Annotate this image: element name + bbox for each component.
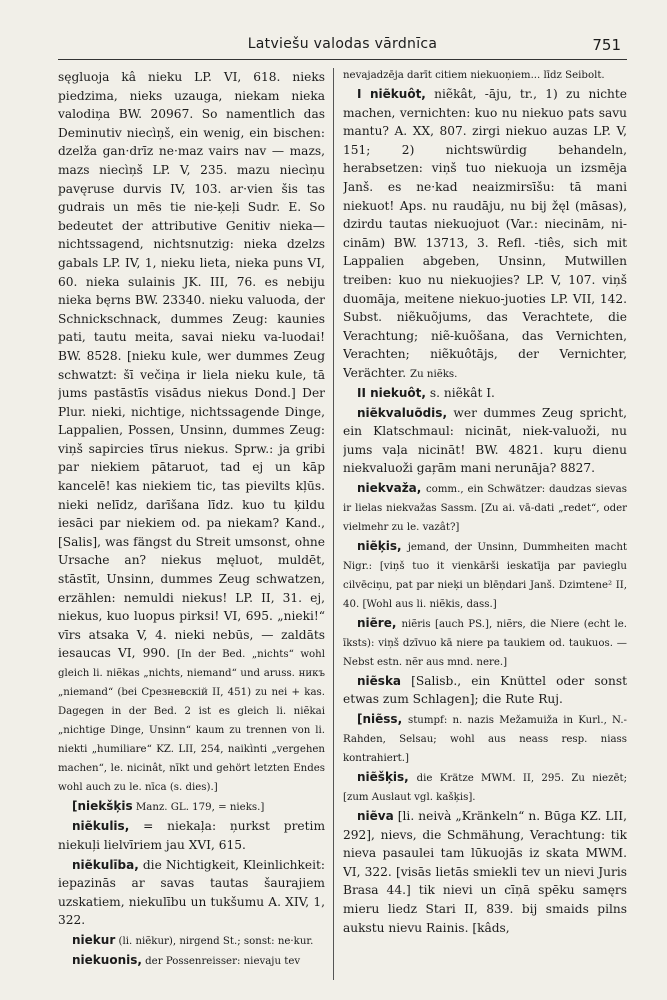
headword: [niẽss,: [357, 712, 403, 727]
etymology-note: Zu niẽks.: [410, 368, 458, 380]
entry-text: die Nichtigkeit, Kleinlichkeit: iepazinās ar savas tautas šaurajiem uzskatiem, niekulību un tukšumu A. XIV, 1, 322.: [58, 857, 325, 928]
page-header: [64, 36, 621, 56]
entry-text: jemand, der Unsinn, Dummheiten macht Nigr.: [viņš tuo it vienkārši ieskatīja par pavieglu cilvēciņu, pat par nieķi un blēņdari Janš. Dzimtene² II, 40. [Wohl aus li. niẽkis, dass.]: [343, 541, 627, 610]
entry-niekskis: [58, 797, 325, 816]
entry-text: sęgluoja kâ nieku LP. VI, 618. nieks piedzima, nieks uzauga, niekam nieka valodiņa BW. 20967. So namentlich das Deminutiv niecìņš, ein wenig, ein bischen: dzelža gan·drīz ne·maz vairs nav — mazs, mazs niecìņš LP. V, 235. mazu niecìņu pavęruse durvis IV, 103. ar·vien šis tas gudrais un mēs tie nie-ķeļi Sudr. E. So bedeutet der attributive Genitiv nieka—nichtssagend, nichtsnutzig: nieka dzelzs gabals LP. IV, 1, nieku lieta, nieka puns VI, 60. nieka sulainis JK. III, 76. es nebiju nieka bęrns BW. 23340. nieku valuoda, der Schnickschnack, dummes Zeug: kaunies pati, tautu meita, savai nieku va-luodai! BW. 8528. [nieku kule, wer dummes Zeug schwatzt: šī večiņa ir liela nieku kule, tā jums pastāstīs visādus niekus Dond.] Der Plur. nieki, nichtige, nichtssagende Dinge, Lappalien, Possen, Unsinn, dummes Zeug: viņš sapircies tīrus niekus. Sprw.: ja gribi par niekiem pātaruot, tad ej un kāp kancelē! kas niekiem tic, tas pievilts kļūs. nieki nelīdz, darīšana līdz. kuo tu ķildu iesāci par niekiem od. pa niekam? Kand., [Salis], was fängst du Streit umsonst, ohne Ursache an? niekus męluot, muldēt, stāstīt, Unsinn, dummes Zeug schwatzen, erzählen: nemuldi niekus! LP. II, 31. ej, niekus, kuo luopus pirksi! VI, 695. „nieki!“ vīrs atsaka V, 4. nieki nebūs, — zaldāts iesaucas VI, 990.: [58, 70, 325, 661]
headword: niẽkulība,: [72, 857, 139, 872]
running-title: Latviešu valodas vārdnīca: [247, 36, 438, 52]
entry-niekuonis: [58, 951, 325, 970]
headword: niẽva: [357, 809, 394, 824]
etymology-note: [In der Bed. „nichts“ wohl gleich li. niẽkas „nichts, niemand“ und aruss. никъ „niemand“ (bei Срезневскiй II, 451) zu nei + kas. Dagegen in der Bed. 2 ist es gleich li. niẽkai „nichtige Dinge, Unsinn“ kaum zu trennen von li. niekti „humiliare“ KZ. LII, 254, naikìnti „vergehen machen“, le. nicinât, nīkt und gehört letzten Endes wohl auch zu le. nīca (s. dies).]: [58, 649, 325, 794]
headword: [niekšķis: [72, 799, 133, 814]
entry-niekuot-1: [343, 85, 627, 383]
entry-text: wer dummes Zeug spricht, ein Klatschmaul: nicināt, niek-valuoži, nu jums vaļa nicināt! BW. 4821. kuŗu dienu niekvaluoži gaŗām mani nerunāja? 8827.: [343, 405, 627, 476]
headword: niẽkvaluõdis,: [357, 405, 447, 420]
entry-text: niẽris [auch PS.], niẽrs, die Niere (echt le. īksts): viņš dzīvuo kā niere pa taukiem od. taukuos. — Nebst estn. nẽr aus mnd. nere.]: [343, 618, 627, 668]
entry-text: s. niẽkât I.: [425, 385, 495, 400]
entry-niekuliba: [58, 856, 325, 930]
entry-nieva: [343, 807, 627, 937]
headword: niẽre,: [357, 615, 397, 630]
column-divider: [333, 68, 334, 980]
entry-niere: [343, 614, 627, 671]
entry-text: [li. neivà „Kränkeln“ n. Būga KZ. LII, 292], nievs, die Schmähung, Verachtung: tik nieva pasaulei tam lūkuojās iz skata MWM. VI, 322. [visās lietās smiekli tev un nievi Juris Brasa 44.] tik nievi un cīņā spēku samęrs mieru liedz Stari II, 839. bij smaids pilns aukstu nievu Rainis. [kâds,: [343, 809, 627, 935]
header-rule: [58, 59, 627, 60]
entry-niekvaza: [343, 479, 627, 536]
entry-text: comm., ein Schwätzer: daudzas sievas ir lielas niekvažas Sassm. [Zu ai. vā-dati „redet“, oder vielmehr zu le. vazât?]: [343, 483, 627, 533]
entry-nieks-continuation: [58, 68, 325, 796]
entry-niekvalodis: [343, 404, 627, 478]
entry-text: [Salisb., ein Knüttel oder sonst etwas zum Schlagen]; die Rute Ruj.: [343, 673, 627, 707]
entry-text: Manz. GL. 179, = nieks.]: [132, 802, 265, 814]
entry-text: der Possenreisser: nievaju tev: [141, 955, 301, 967]
entry-niekuonis-continuation: nevajadzēja darīt citiem niekuoņiem... līdz Seibolt.: [343, 70, 605, 81]
entry-niess: [343, 710, 627, 767]
headword: niekur: [72, 932, 116, 947]
headword: niẽkulis,: [72, 819, 130, 834]
headword: niekvaža,: [357, 480, 422, 495]
right-column: [343, 68, 627, 990]
entry-text: = niekaļa: ņurkst pretim niekuļi lielvīriem jau XVI, 615.: [58, 819, 325, 852]
entry-text: stumpf: n. nazis Mežamuiža in Kurl., N.-Rahden, Selsau; wohl aus neass resp. niass kontrahiert.]: [343, 715, 627, 765]
entry-niekur: [58, 931, 325, 950]
entry-nieksis: [343, 537, 627, 613]
headword: I niẽkuôt,: [357, 87, 426, 101]
entry-text: (li. niẽkur), nirgend St.; sonst: ne·kur.: [115, 935, 314, 947]
entry-nieska: [343, 672, 627, 709]
entry-text: die Krätze MWM. II, 295. Zu niezēt; [zum Auslaut vgl. kašķis].: [343, 773, 627, 804]
entry-niesskis: [343, 768, 627, 806]
headword: niẽšķis,: [357, 770, 409, 785]
left-column: [58, 68, 325, 990]
page-number: 751: [592, 36, 621, 54]
headword: II niekuôt,: [357, 385, 426, 400]
headword: niẽska: [357, 673, 402, 688]
entry-niekulis: [58, 817, 325, 854]
headword: niẽķis,: [357, 538, 402, 553]
entry-text: niẽkât, -āju, tr., 1) zu nichte machen, vernichten: kuo nu niekuo pats savu mantu? A. XX, 807. zirgi niekuo auzas LP. V, 151; 2) nichtswürdig behandeln, herabsetzen: viņš tuo niekuoja un izsmēja Janš. es ne·kad neaizmirsīšu: tā mani niekuot! Aps. nu raudāju, nu bij žęl (māsas), dzirdu tautas niekuojuot (Var.: niecinām, ni-cinām) BW. 13713, 3. Refl. -tiês, sich mit Lappalien abgeben, Unsinn, Mutwillen treiben: kuo nu niekuojies? LP. V, 107. viņš duomāja, meitene niekuo-juoties LP. VII, 142. Subst. niẽkuõjums, das Verachtete, die Verachtung; niẽ-kuõšana, das Vernichten, Verachten; niẽkuôtājs, der Vernichter, Verächter.: [343, 87, 627, 380]
entry-niekuot-2: [343, 384, 627, 403]
headword: niekuonis,: [72, 952, 142, 967]
